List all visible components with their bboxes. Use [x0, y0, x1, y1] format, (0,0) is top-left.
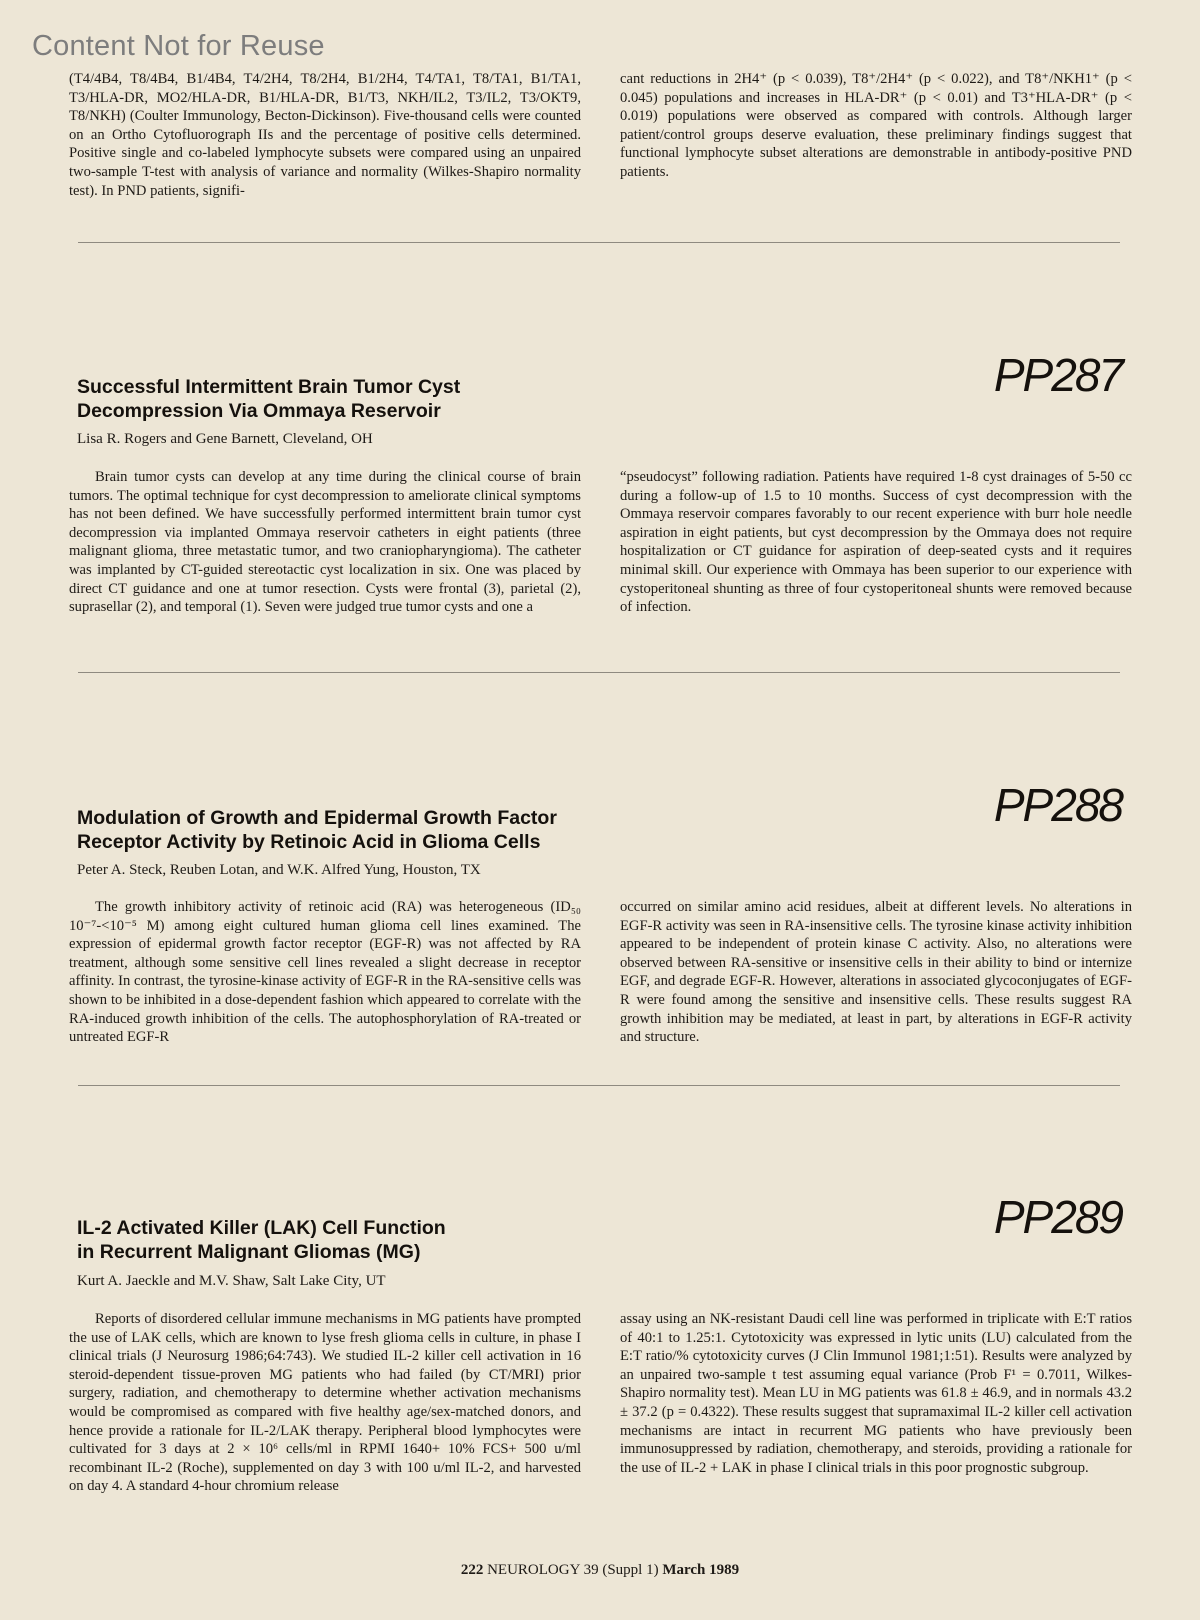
page-number: 222	[460, 1562, 484, 1578]
article-authors: Kurt A. Jaeckle and M.V. Shaw, Salt Lake City, UT	[77, 1273, 386, 1289]
article-authors: Lisa R. Rogers and Gene Barnett, Cleveland, OH	[77, 431, 373, 447]
issue-date: March 1989	[662, 1562, 740, 1578]
article-title-line: Decompression Via Ommaya Reservoir	[77, 400, 441, 422]
article-right-column	[620, 1310, 1132, 1477]
section-divider	[78, 242, 1120, 243]
article-title-line: in Recurrent Malignant Gliomas (MG)	[77, 1241, 421, 1263]
article-right-column	[620, 468, 1132, 617]
article-body-text: occurred on similar amino acid residues, albeit at different levels. No alterations in EGF-R activity was seen in RA-insensitive cells. The tyrosine kinase activity inhibition appeared to be independent of protein kinase C activity. Also, no alterations were observed between RA-sensitive or insensitive cells in their ability to bind or internize EGF, and degrade EGF-R. However, alterations in associated glycoconjugates of EGF-R were found among the sensitive and insensitive cells. These results suggest RA growth inhibition may be mediated, at least in part, by alterations in EGF-R activity and structure.	[620, 899, 1132, 1046]
article-left-column	[69, 898, 581, 1047]
article-body-text: The growth inhibitory activity of retinoic acid (RA) was heterogeneous (ID₅₀ 10⁻⁷-<10⁻⁵ M) among eight cultured human glioma cell lines examined. The expression of epidermal growth factor receptor (EGF-R) was not affected by RA treatment, although some sensitive cell lines revealed a slight decrease in receptor affinity. In contrast, the tyrosine-kinase activity of EGF-R in the RA-sensitive cells was shown to be inhibited in a dose-dependent fashion which appeared to correlate with the RA-induced growth inhibition of the cells. The autophosphorylation of RA-treated or untreated EGF-R	[69, 899, 581, 1046]
article-title-line: Modulation of Growth and Epidermal Growth Factor	[77, 807, 557, 829]
abstract-code: PP289	[993, 1191, 1122, 1243]
article-left-column	[69, 468, 581, 617]
article-title-line: Receptor Activity by Retinoic Acid in Glioma Cells	[77, 831, 541, 853]
article-body-text: Reports of disordered cellular immune mechanisms in MG patients have prompted the use of LAK cells, which are known to lyse fresh glioma cells in culture, in phase I clinical trials (J Neurosurg 1986;64:743). We studied IL-2 killer cell activation in 16 steroid-dependent tissue-proven MG patients who had failed (by CT/MRI) prior surgery, radiation, and chemotherapy to determine whether activation mechanisms would be compromised as compared with five healthy age/sex-matched donors, and hence provide a rationale for IL-2/LAK therapy. Peripheral blood lymphocytes were cultivated for 3 days at 2 × 10⁶ cells/ml in RPMI 1640+ 10% FCS+ 500 u/ml recombinant IL-2 (Roche), supplemented on day 3 with 100 u/ml IL-2, and harvested on day 4. A standard 4-hour chromium release	[69, 1311, 581, 1495]
top-fragment-left-text: (T4/4B4, T8/4B4, B1/4B4, T4/2H4, T8/2H4, B1/2H4, T4/TA1, T8/TA1, B1/TA1, T3/HLA-DR, MO2/HLA-DR, B1/HLA-DR, B1/T3, NKH/IL2, T3/IL2, T3/OKT9, T8/NKH) (Coulter Immunology, Becton-Dickinson). Five-thousand cells were counted on an Ortho Cytofluorograph IIs and the percentage of positive cells determined. Positive single and co-labeled lymphocyte subsets were compared using an unpaired two-sample T-test with analysis of variance and normality (Wilkes-Shapiro normality test). In PND patients, signifi-	[69, 71, 581, 199]
journal-name: NEUROLOGY 39 (Suppl 1)	[487, 1562, 659, 1578]
article-title-line: Successful Intermittent Brain Tumor Cyst	[77, 376, 461, 398]
article-body-text: assay using an NK-resistant Daudi cell line was performed in triplicate with E:T ratios of 40:1 to 1.25:1. Cytotoxicity was expressed in lytic units (LU) calculated from the E:T ratio/% cytotoxicity curves (J Clin Immunol 1981;1:51). Results were analyzed by an unpaired two-sample t test assuming equal variance (Prob F¹ = 0.7011, Wilkes-Shapiro normality test). Mean LU in MG patients was 61.8 ± 46.9, and in normals 43.2 ± 37.2 (p = 0.4322). These results suggest that supramaximal IL-2 killer cell activation mechanisms are intact in recurrent MG patients who have previously been immunosuppressed by radiation, chemotherapy, and steroids, providing a rationale for the use of IL-2 + LAK in phase I clinical trials in this poor prognostic subgroup.	[620, 1311, 1132, 1476]
article-left-column	[69, 1310, 581, 1496]
article-body-text: “pseudocyst” following radiation. Patients have required 1-8 cyst drainages of 5-50 cc during a follow-up of 1.5 to 10 months. Success of cyst decompression with the Ommaya reservoir compares favorably to our recent experience with burr hole needle aspiration in eight patients, but cyst decompression by the Ommaya does not require hospitalization or CT guidance for aspiration of deep-seated cysts and it requires minimal skill. Our experience with Ommaya has been superior to our experience with cystoperitoneal shunting as three of four cystoperitoneal shunts were removed because of infection.	[620, 469, 1132, 616]
article-authors: Peter A. Steck, Reuben Lotan, and W.K. Alfred Yung, Houston, TX	[77, 862, 481, 878]
article-title	[77, 375, 797, 423]
top-fragment-right-column	[620, 70, 1132, 182]
article-title-line: IL-2 Activated Killer (LAK) Cell Function	[77, 1217, 446, 1239]
article-right-column	[620, 898, 1132, 1047]
watermark: Content Not for Reuse	[32, 30, 325, 62]
article-body-text: Brain tumor cysts can develop at any time during the clinical course of brain tumors. The optimal technique for cyst decompression to ameliorate clinical symptoms has not been defined. We have successfully performed intermittent brain tumor cyst decompression via implanted Ommaya reservoir catheters in eight patients (three malignant glioma, three metastatic tumor, and two craniopharyngioma). The catheter was implanted by CT-guided stereotactic cyst localization in six. One was placed by direct CT guidance and one at tumor resection. Cysts were frontal (3), parietal (2), suprasellar (2), and temporal (1). Seven were judged true tumor cysts and one a	[69, 469, 581, 616]
abstract-code: PP287	[993, 349, 1122, 401]
article-title	[77, 1216, 797, 1264]
article-title	[77, 806, 797, 854]
top-fragment-left-column	[69, 70, 581, 200]
section-divider	[78, 1085, 1120, 1086]
top-fragment-right-text: cant reductions in 2H4⁺ (p < 0.039), T8⁺/2H4⁺ (p < 0.022), and T8⁺/NKH1⁺ (p < 0.045) populations and increases in HLA-DR⁺ (p < 0.01) and T3⁺HLA-DR⁺ (p < 0.019) populations were observed as compared with controls. Although larger patient/control groups deserve evaluation, these preliminary findings suggest that functional lymphocyte subset alterations are demonstrable in antibody-positive PND patients.	[620, 71, 1132, 180]
page-footer	[0, 1562, 1200, 1579]
section-divider	[78, 672, 1120, 673]
abstract-code: PP288	[993, 779, 1122, 831]
